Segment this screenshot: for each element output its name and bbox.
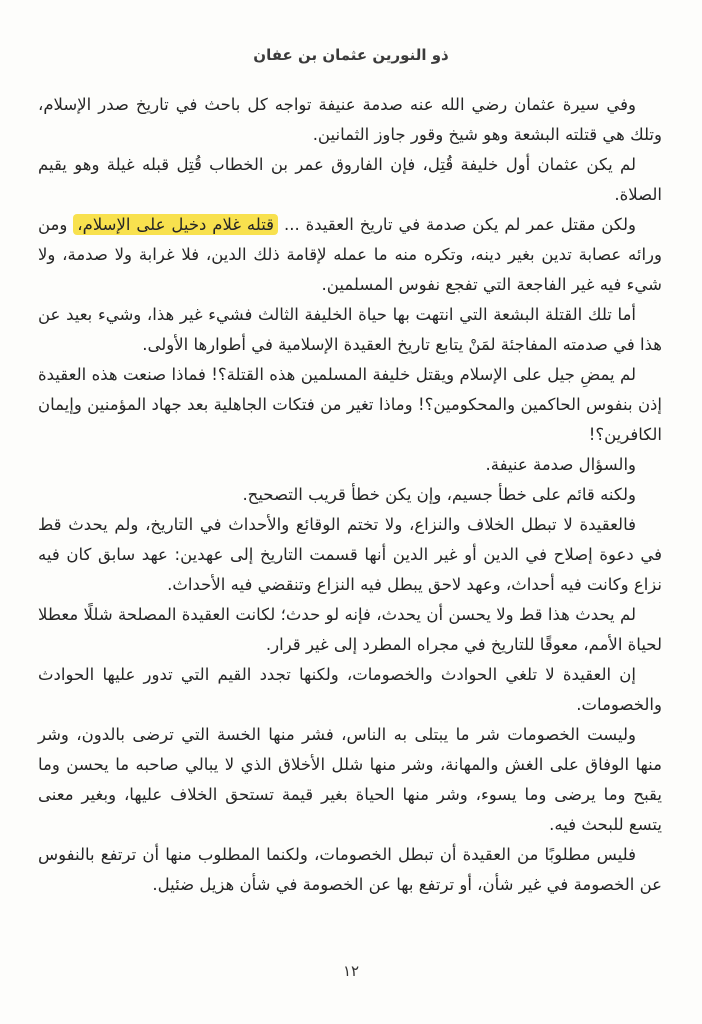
paragraph-text: ولكن مقتل عمر لم يكن صدمة في تاريخ العقيدة ... bbox=[278, 215, 636, 234]
paragraph: لم يحدث هذا قط ولا يحسن أن يحدث، فإنه لو حدث؛ لكانت العقيدة المصلحة شللًا معطلا لحياة الأمم، معوقًا للتاريخ في مجراه المطرد إلى غير قرار. bbox=[38, 605, 662, 654]
paragraph: ولكنه قائم على خطأ جسيم، وإن يكن خطأ قريب التصحيح. bbox=[242, 485, 636, 504]
paragraph: وفي سيرة عثمان رضي الله عنه صدمة عنيفة تواجه كل باحث في تاريخ صدر الإسلام، وتلك هي قتلته البشعة وهو شيخ وقور جاوز الثمانين. bbox=[38, 95, 662, 144]
paragraph: إن العقيدة لا تلغي الحوادث والخصومات، ولكنها تجدد القيم التي تدور عليها الحوادث والخصومات. bbox=[38, 665, 662, 714]
paragraph: لم يمضِ جيل على الإسلام ويقتل خليفة المسلمين هذه القتلة؟! فماذا صنعت هذه العقيدة إذن بنفوس الحاكمين والمحكومين؟! وماذا تغير من فتكات الجاهلية بعد جهاد المؤمنين وإيمان الكافرين؟! bbox=[38, 365, 662, 444]
paragraph: أما تلك القتلة البشعة التي انتهت بها حياة الخليفة الثالث فشيء غير هذا، وشيء بعيد عن هذا في صدمته المفاجئة لمَنْ يتابع تاريخ العقيدة الإسلامية في أطوارها الأولى. bbox=[38, 305, 662, 354]
paragraph-text: ومن ورائه عصابة تدين بغير دينه، وتكره منه ما عمله لإقامة ذلك الدين، فلا غرابة ولا صدمة، ولا شيء فيه غير الفاجعة التي تفجع نفوس المسلمين. bbox=[38, 215, 662, 294]
highlight-span: قتله غلام دخيل على الإسلام، bbox=[73, 214, 278, 235]
paragraph: لم يكن عثمان أول خليفة قُتِل، فإن الفاروق عمر بن الخطاب قُتِل قبله غيلة وهو يقيم الصلاة. bbox=[38, 155, 662, 204]
paragraph: وليست الخصومات شر ما يبتلى به الناس، فشر منها الخسة التي ترضى بالدون، وشر منها الوفاق على الغش والمهانة، وشر منها شلل الأخلاق الذي لا يبالي صاحبه ما يحسن وما يقبح وما يرضى وما يسوء، وشر منها الحياة بغير قيمة تستحق الخلاف عليها، وبغير معنى يتسع للبحث فيه. bbox=[38, 725, 662, 834]
paragraph: والسؤال صدمة عنيفة. bbox=[485, 455, 636, 474]
paragraph: فليس مطلوبًا من العقيدة أن تبطل الخصومات، ولكنما المطلوب منها أن ترتفع بالنفوس عن الخصومة في غير شأن، أو ترتفع بها عن الخصومة في شأن هزيل ضئيل. bbox=[38, 845, 662, 894]
page-body-text bbox=[38, 90, 662, 900]
paragraph bbox=[38, 210, 662, 300]
page-number: ١٢ bbox=[342, 962, 360, 980]
paragraph: فالعقيدة لا تبطل الخلاف والنزاع، ولا تختم الوقائع والأحداث في التاريخ، ولم يحدث قط في دعوة إصلاح في الدين أو غير الدين أنها قسمت التاريخ إلى عهدين: عهد سابق كان فيه نزاع وكانت فيه أحداث، وعهد لاحق يبطل فيه النزاع وتنقضي فيه الأحداث. bbox=[38, 515, 662, 594]
running-head-title: ذو النورين عثمان بن عفان bbox=[253, 46, 449, 64]
